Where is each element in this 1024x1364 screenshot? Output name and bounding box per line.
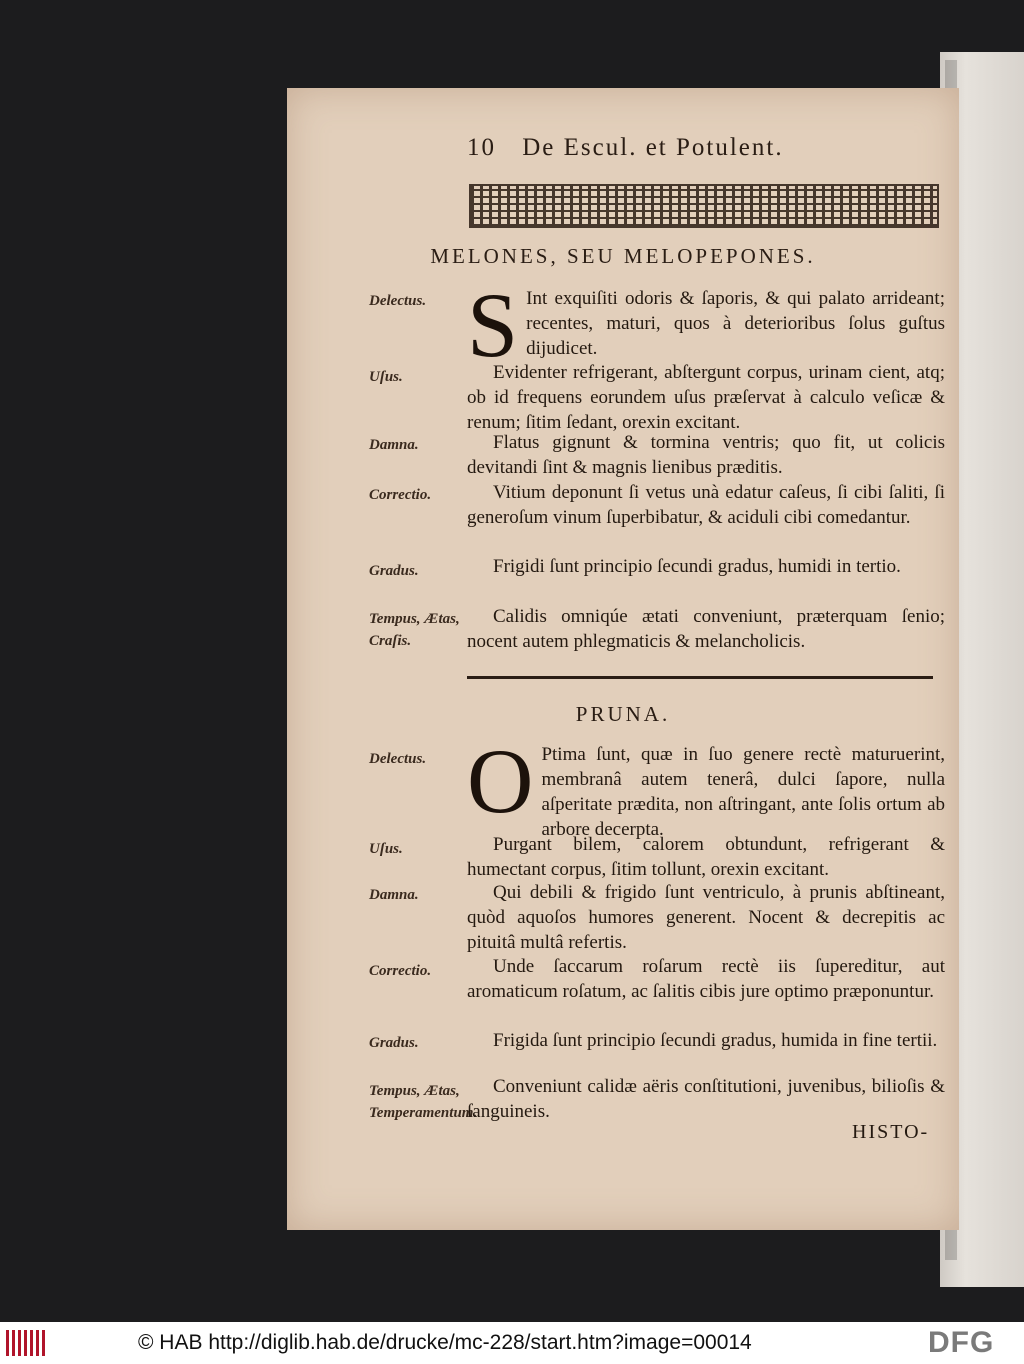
margin-note: Correctio. xyxy=(369,963,432,979)
catchword: HISTO- xyxy=(852,1121,930,1143)
margin-note: Delectus. xyxy=(369,293,427,309)
dropcap: S xyxy=(467,274,519,376)
book-page xyxy=(287,88,959,1230)
page-number: 10 xyxy=(467,134,496,161)
entry-text: Ptima ſunt, quæ in ſuo genere rectè maturuerint, membranâ autem tenerâ, dulci ſapore, nulla aſperitate prædita, non aſtringant, ante ſolis ortum ab arbore decerpta. xyxy=(541,744,945,840)
ornamental-band xyxy=(469,184,939,228)
section-title-pruna: PRUNA. xyxy=(575,702,671,726)
entry-paragraph: Calidis omniqúe ætati conveniunt, præterquam ſenio; nocent autem phlegmaticis & melancholicis. xyxy=(467,606,945,652)
dfg-logo[interactable]: DFG xyxy=(928,1326,995,1359)
entry-paragraph xyxy=(467,730,945,842)
entry-paragraph: Unde ſaccarum roſarum rectè iis ſupereditur, aut aromaticum roſatum, ac ſalitis cibis jure optimo præponuntur. xyxy=(467,956,945,1002)
entry-paragraph: Purgant bilem, calorem obtundunt, refrigerant & humectant corpus, ſitim tollunt, orexin excitant. xyxy=(467,834,945,880)
entry-paragraph: Conveniunt calidæ aëris conſtitutioni, juvenibus, bilioſis & ſanguineis. xyxy=(467,1076,945,1122)
entry-paragraph: Qui debili & frigido ſunt ventriculo, à prunis abſtineant, quòd aquoſos humores generent. Nocent & decrepitis ac pituitâ multâ refertis. xyxy=(467,882,945,953)
margin-note: Uſus. xyxy=(369,841,403,857)
footer-bar xyxy=(0,1322,1024,1364)
footer-source-link[interactable]: © HAB http://diglib.hab.de/drucke/mc-228/start.htm?image=00014 xyxy=(138,1331,752,1354)
entry-paragraph xyxy=(467,274,945,376)
margin-note: Correctio. xyxy=(369,487,432,503)
entry-paragraph: Flatus gignunt & tormina ventris; quo fit, ut colicis devitandi ſint & magnis lienibus præditis. xyxy=(467,432,945,478)
margin-note: Gradus. xyxy=(369,1035,419,1051)
margin-note: Damna. xyxy=(369,437,419,453)
running-header xyxy=(467,134,917,162)
section-divider xyxy=(467,676,933,679)
section-title-melones: MELONES, SEU MELOPEPONES. xyxy=(430,244,816,268)
entry-paragraph: Vitium deponunt ſi vetus unà edatur caſeus, ſi cibi ſaliti, ſi generoſum vinum ſuperbibatur, & aciduli cibi comedantur. xyxy=(467,482,945,528)
margin-note: Tempus, Ætas, Temperamentum. xyxy=(369,1083,478,1121)
dropcap: O xyxy=(467,730,534,832)
running-title: De Escul. et Potulent. xyxy=(522,134,784,161)
entry-paragraph: Evidenter refrigerant, abſtergunt corpus, urinam cient, atq; ob id frequens eorundem uſus præſervat à calculo veſicæ & renum; ſitim ſedant, orexin excitant. xyxy=(467,362,945,433)
entry-paragraph: Frigidi ſunt principio ſecundi gradus, humidi in tertio. xyxy=(493,556,901,577)
margin-note: Damna. xyxy=(369,887,419,903)
entry-text: Int exquiſiti odoris & ſaporis, & qui palato arrideant; recentes, maturi, quos à deterioribus ſolus guſtus dijudicet. xyxy=(526,288,945,359)
entry-paragraph: Frigida ſunt principio ſecundi gradus, humida in fine tertii. xyxy=(493,1030,938,1051)
margin-note: Tempus, Ætas, Craſis. xyxy=(369,611,460,649)
margin-note: Uſus. xyxy=(369,369,403,385)
hab-logo-icon[interactable] xyxy=(6,1330,46,1356)
margin-note: Delectus. xyxy=(369,751,427,767)
margin-note: Gradus. xyxy=(369,563,419,579)
